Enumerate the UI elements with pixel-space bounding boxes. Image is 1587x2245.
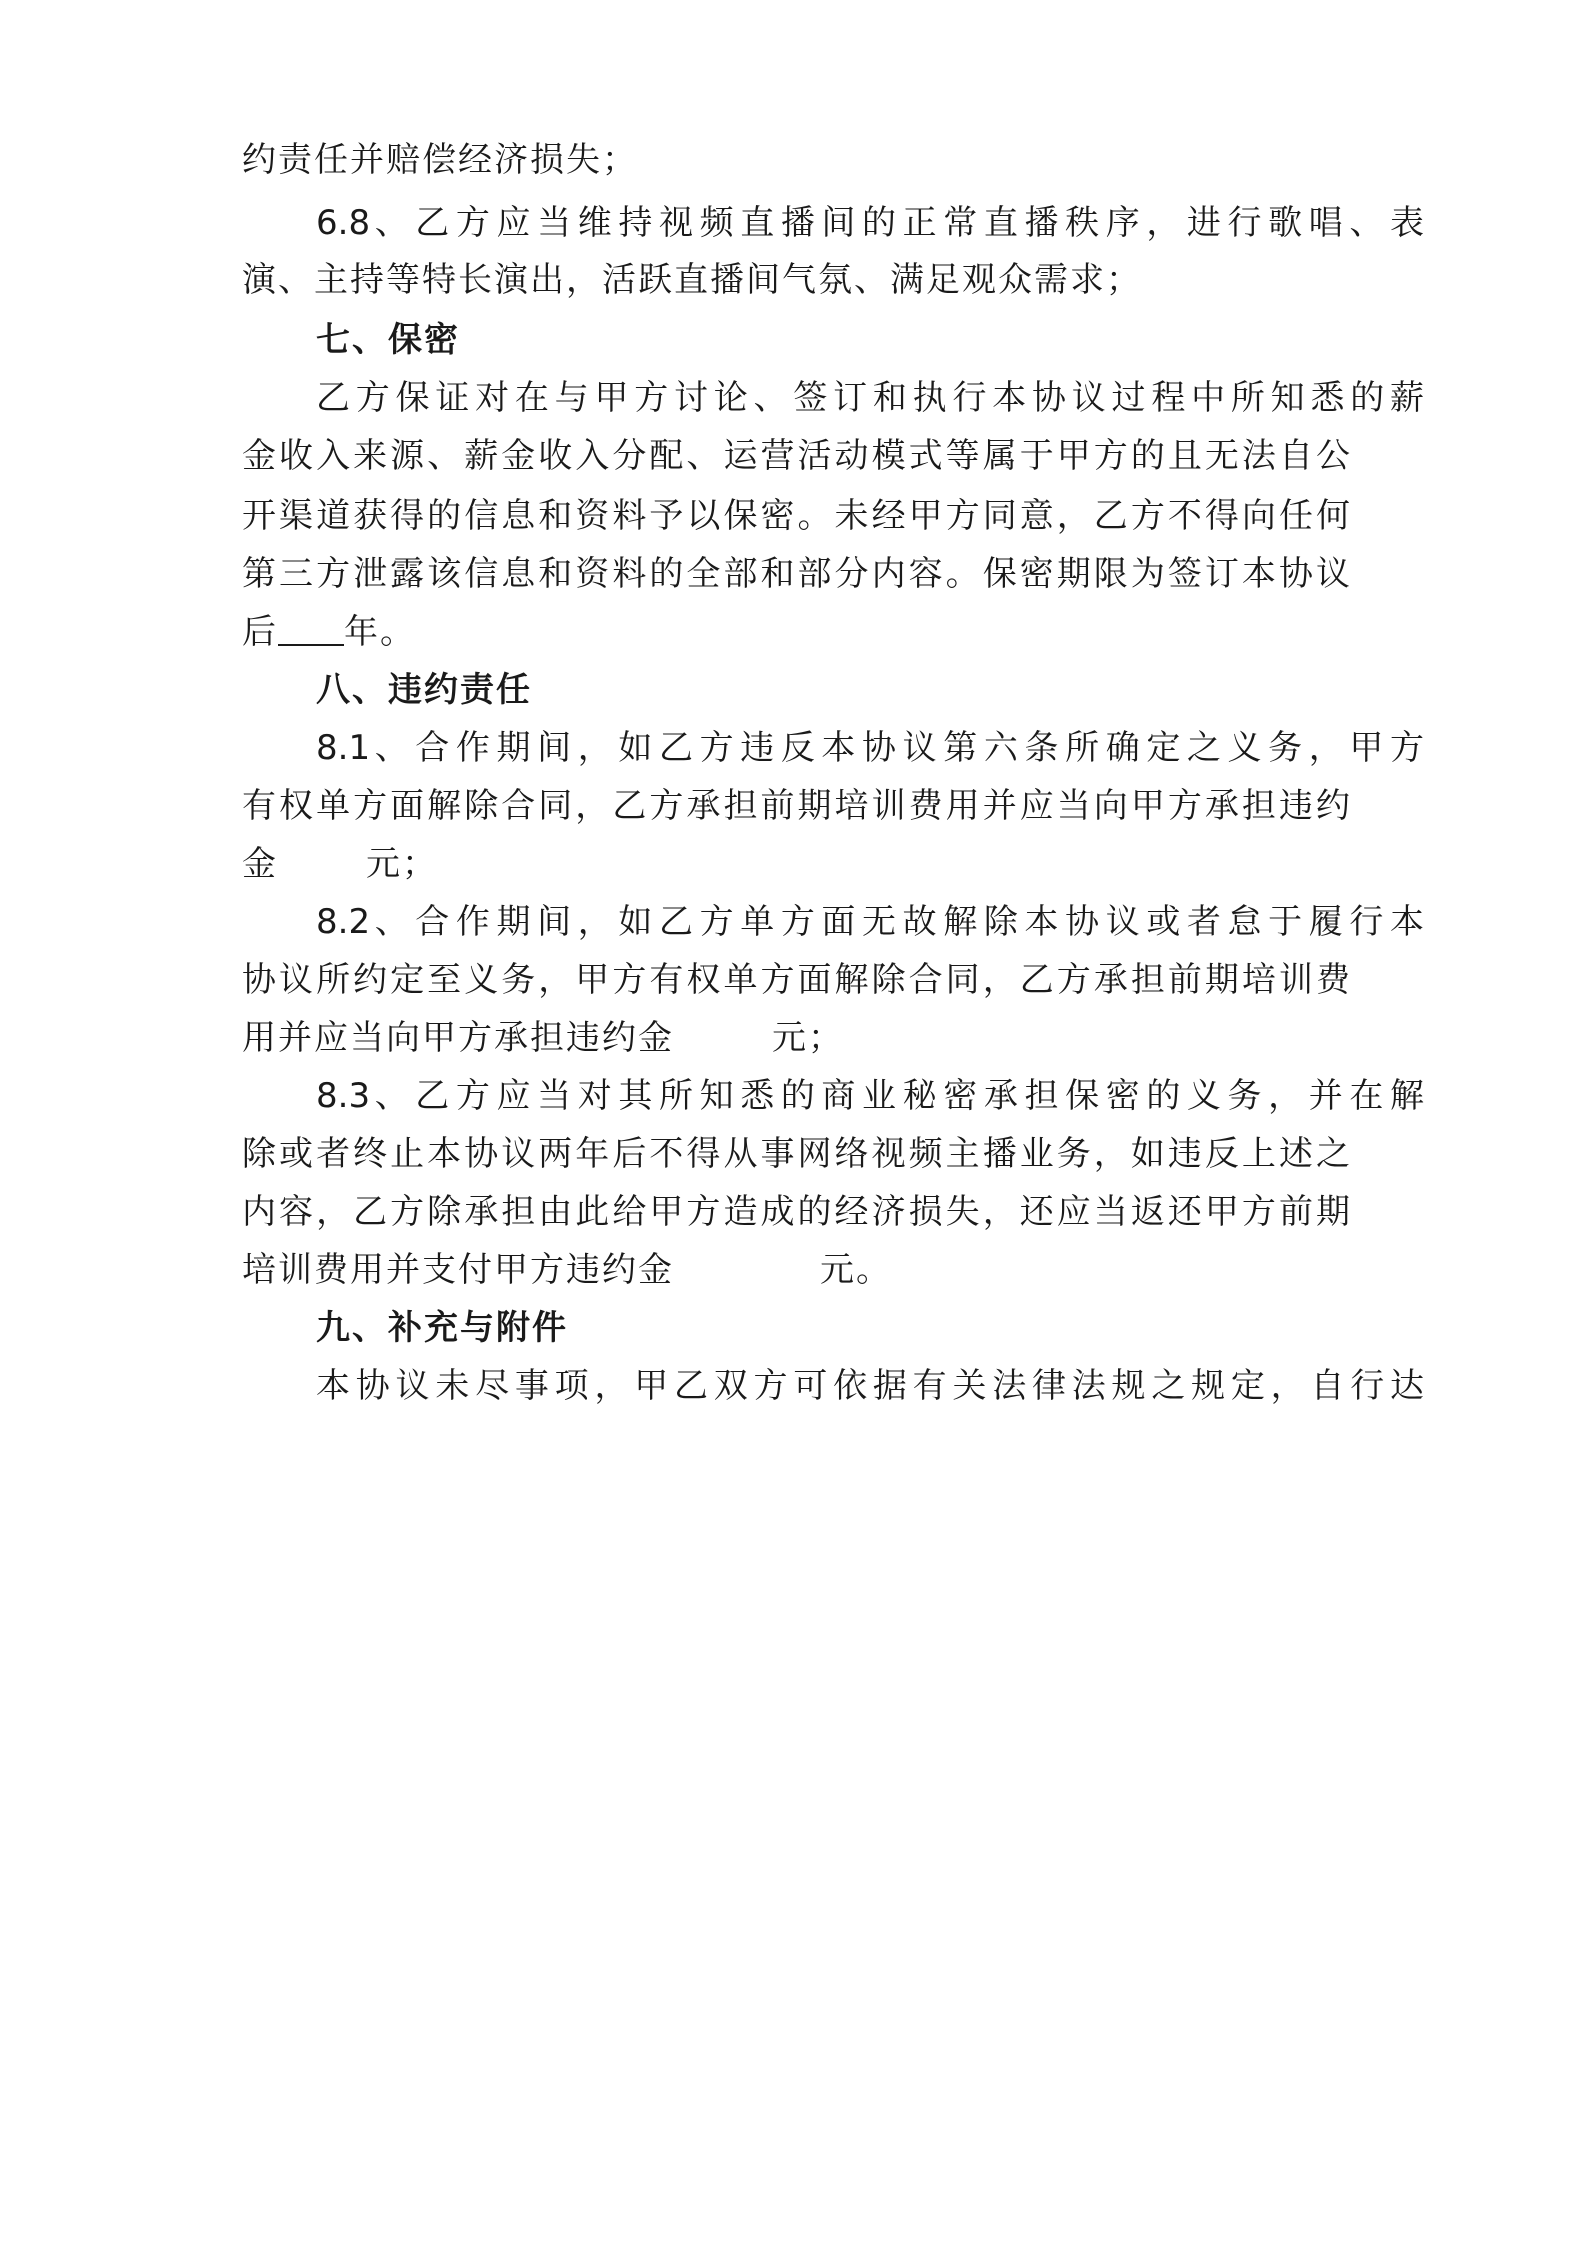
paragraph-line: 乙方保证对在与甲方讨论、签订和执行本协议过程中所知悉的薪 (316, 378, 1426, 418)
paragraph-line: 内容，乙方除承担由此给甲方造成的经济损失，还应当返还甲方前期 (242, 1192, 1352, 1232)
clause-8-3-line (316, 1068, 1426, 1124)
clause-text: 、乙方应当对其所知悉的商业秘密承担保密的义务，并在解 (370, 1076, 1426, 1116)
clause-text: 、乙方应当维持视频直播间的正常直播秩序，进行歌唱、表 (370, 203, 1426, 243)
text-fragment: 元； (772, 1018, 844, 1058)
text-fragment: 培训费用并支付甲方违约金 (242, 1250, 674, 1290)
paragraph-line: 有权单方面解除合同，乙方承担前期培训费用并应当向甲方承担违约 (242, 786, 1352, 826)
text-fragment: 元。 (820, 1250, 892, 1290)
section-heading-8: 八、违约责任 (316, 670, 532, 710)
clause-6-8-line (316, 195, 1426, 251)
clause-number: 6.8 (316, 203, 371, 243)
paragraph-line: 金收入来源、薪金收入分配、运营活动模式等属于甲方的且无法自公 (242, 436, 1352, 476)
text-line: 演、主持等特长演出，活跃直播间气氛、满足观众需求； (242, 260, 1142, 300)
paragraph-line: 第三方泄露该信息和资料的全部和部分内容。保密期限为签订本协议 (242, 554, 1352, 594)
clause-number: 8.2 (316, 902, 371, 942)
paragraph-line: 除或者终止本协议两年后不得从事网络视频主播业务，如违反上述之 (242, 1134, 1352, 1174)
paragraph-line: 本协议未尽事项，甲乙双方可依据有关法律法规之规定，自行达 (316, 1366, 1426, 1406)
paragraph-line: 开渠道获得的信息和资料予以保密。未经甲方同意，乙方不得向任何 (242, 496, 1352, 536)
section-heading-9: 九、补充与附件 (316, 1308, 568, 1348)
clause-number: 8.1 (316, 728, 371, 768)
penalty-amount-line (242, 1010, 1352, 1066)
paragraph-line: 协议所约定至义务，甲方有权单方面解除合同，乙方承担前期培训费 (242, 960, 1352, 1000)
text-fragment: 用并应当向甲方承担违约金 (242, 1018, 674, 1058)
text-fragment: 金 (242, 844, 278, 884)
clause-8-1-line (316, 720, 1426, 776)
text-fragment: 后 (242, 612, 278, 652)
text-line: 约责任并赔偿经济损失； (242, 140, 638, 180)
text-fragment: 元； (366, 844, 438, 884)
clause-text: 、合作期间，如乙方违反本协议第六条所确定之义务，甲方 (370, 728, 1426, 768)
clause-number: 8.3 (316, 1076, 371, 1116)
section-heading-7: 七、保密 (316, 320, 460, 360)
confidentiality-term-line (242, 604, 1352, 660)
penalty-amount-line (242, 1242, 1352, 1298)
clause-8-2-line (316, 894, 1426, 950)
text-fragment: 年。 (344, 612, 416, 652)
clause-text: 、合作期间，如乙方单方面无故解除本协议或者怠于履行本 (370, 902, 1426, 942)
fill-in-blank (278, 604, 344, 646)
penalty-amount-line (242, 836, 1352, 892)
